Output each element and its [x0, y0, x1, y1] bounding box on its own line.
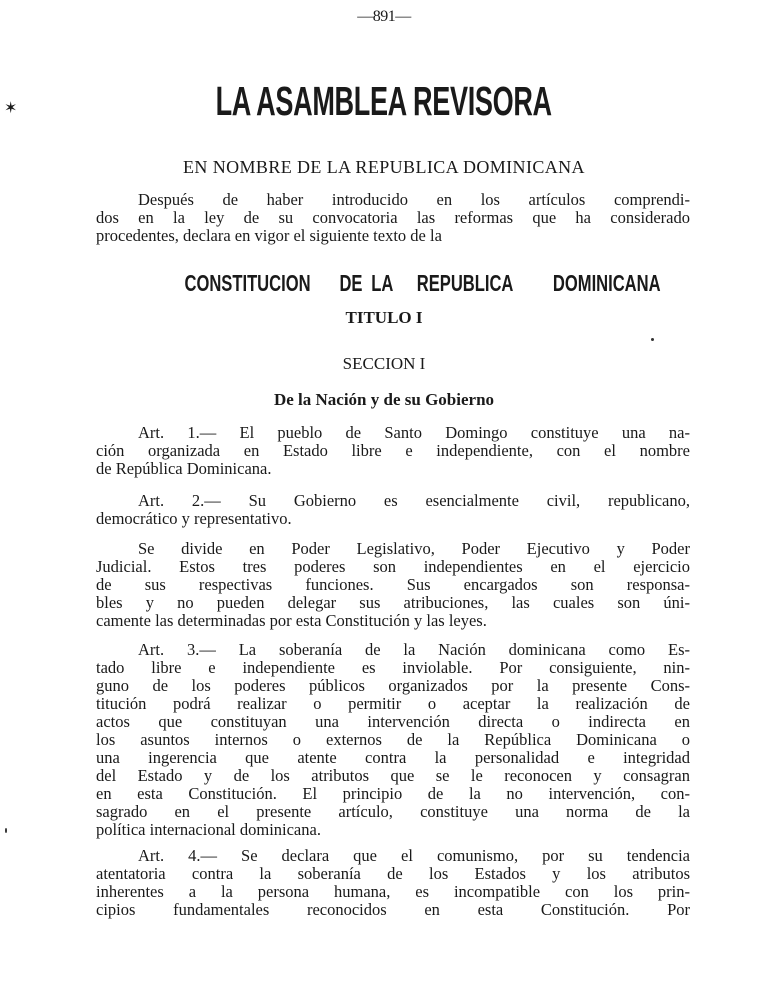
article-2-line: democrático y representativo. [96, 509, 292, 528]
seccion-heading: SECCION I [342, 354, 426, 373]
margin-mark-icon: ✶ [4, 100, 18, 117]
article-2-powers-line: de sus respectivas funciones. Sus encargados son responsa- [96, 575, 690, 594]
article-4-line: cipios fundamentales reconocidos en esta Constitución. Por [96, 900, 690, 919]
article-4-line: inherentes a la persona humana, es incompatible con los prin- [96, 882, 690, 901]
article-3-line: tado libre e independiente es inviolable. Por consiguiente, nin- [96, 658, 690, 677]
article-3-line: los asuntos internos o externos de la República Dominicana o [96, 730, 690, 749]
constitution-heading-word: REPUBLICA [416, 270, 514, 296]
constitution-heading-word: DOMINICANA [552, 270, 661, 296]
section-heading: De la Nación y de su Gobierno [273, 390, 495, 409]
subtitle: EN NOMBRE DE LA REPUBLICA DOMINICANA [183, 157, 585, 177]
page-number: —891— [357, 8, 411, 25]
constitution-heading-word: LA [371, 270, 394, 296]
title-text: LA ASAMBLEA REVISORA [215, 78, 553, 124]
article-3-line: una ingerencia que atente contra la personalidad e integridad [96, 748, 690, 767]
article-3-line: titución podrá realizar o permitir o aceptar la realización de [96, 694, 690, 713]
article-3-line: sagrado en el presente artículo, constituye una norma de la [96, 802, 690, 821]
article-2-powers-line: Se divide en Poder Legislativo, Poder Ejecutivo y Poder [138, 539, 690, 558]
article-2-powers-line: camente las determinadas por esta Constitución y las leyes. [96, 611, 487, 630]
constitution-heading [160, 270, 661, 297]
article-3-line: guno de los poderes públicos organizados por la presente Cons- [96, 676, 690, 695]
article-3-line: en esta Constitución. El principio de la no intervención, con- [96, 784, 690, 803]
article-3-line: del Estado y de los atributos que se le reconocen y consagran [96, 766, 690, 785]
preamble-line: Después de haber introducido en los artículos comprendi- [138, 190, 690, 209]
article-1-line: de República Dominicana. [96, 459, 272, 478]
constitution-heading-word: DE [339, 270, 363, 296]
preamble-line: procedentes, declara en vigor el siguiente texto de la [96, 226, 442, 245]
titulo-heading: TITULO I [345, 308, 423, 327]
article-1-line: Art. 1.— El pueblo de Santo Domingo constituye una na- [138, 423, 690, 442]
article-4-line: Art. 4.— Se declara que el comunismo, por su tendencia [138, 846, 690, 865]
scan-speck [651, 338, 654, 341]
article-2-powers-line: bles y no pueden delegar sus atribuciones, las cuales son úni- [96, 593, 690, 612]
article-1-line: ción organizada en Estado libre e independiente, con el nombre [96, 441, 690, 460]
article-4-line: atentatoria contra la soberanía de los Estados y los atributos [96, 864, 690, 883]
article-2-line: Art. 2.— Su Gobierno es esencialmente civil, republicano, [138, 491, 690, 510]
article-3-line: actos que constituyan una intervención directa o indirecta en [96, 712, 690, 731]
preamble-line: dos en la ley de su convocatoria las reformas que ha considerado [96, 208, 690, 227]
article-3-line: Art. 3.— La soberanía de la Nación dominicana como Es- [138, 640, 690, 659]
article-3-line: política internacional dominicana. [96, 820, 321, 839]
page-title [0, 78, 768, 125]
constitution-heading-word: CONSTITUCION [184, 270, 311, 296]
scan-speck [5, 828, 7, 833]
article-2-powers-line: Judicial. Estos tres poderes son independientes en el ejercicio [96, 557, 690, 576]
